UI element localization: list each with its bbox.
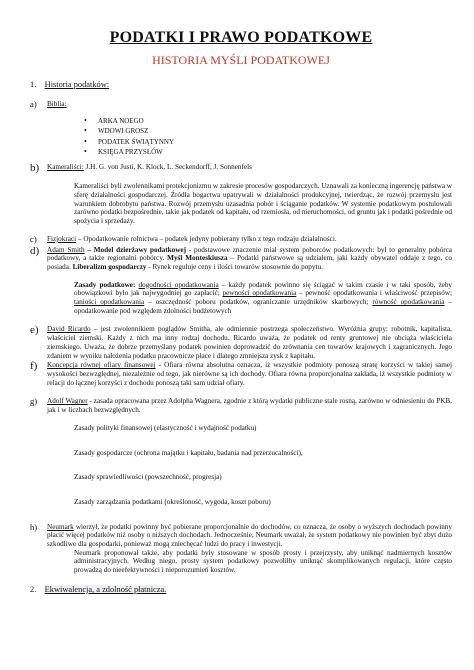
page-subtitle: HISTORIA MYŚLI PODATKOWEJ	[152, 53, 330, 67]
item-e-text: – jest zwolennikiem poglądów Smitha, ale odmiennie postrzega społeczeństwo. Wyróżnia grupy: robotnik, kapitalista, właściciel ziemski. Każdy z nich ma inny rodzaj dochodu. Ricardo uważa, że podatek od renty gruntowej nie obciąża właściciela ziemskiego. Uważa, że dobrze przemyślany podatek powinien doprowadzić do zrównania cen towarów krajowych i zagranicznych. Jego zdaniem w wyniku nałożenia podatku pracownicze płace i dlatego zmniejsza zysk z kapitału.	[47, 325, 452, 360]
item-d-text-3: - Rynek reguluje ceny i ilości towarów stosownie do popytu.	[146, 262, 323, 271]
item-h-label: h)	[30, 521, 38, 532]
item-b	[30, 163, 452, 173]
rule-certainty-text: – pewność opodatkowania i właściwość przepisów;	[296, 289, 453, 298]
item-h	[30, 523, 452, 549]
item-a-title: Biblia:	[47, 100, 67, 108]
item-c	[30, 235, 452, 244]
section-1-heading	[30, 80, 452, 90]
page-title: PODATKI I PRAWO PODATKOWE	[109, 29, 373, 46]
item-g-label: g)	[30, 396, 38, 407]
item-d-text-1: - podstawowe znaczenie miał system poborców podatkowych: był to generalny pobórca podatkowy, a także regionalni pobórcy.	[47, 245, 452, 263]
item-g-name: Adolf Wagner	[47, 397, 88, 406]
item-f-name: Koncepcja równej ofiary finansowej	[47, 361, 156, 370]
tax-rules-paragraph	[74, 281, 452, 316]
item-f	[30, 361, 452, 387]
item-d	[30, 246, 452, 272]
item-h-paragraph-2: Neumark proponował także, aby podatki były stosowane w sposób prosty i przejrzysty, aby uniknąć nadmiernych kosztów administracyjnych. Według niego, prosty system podatkowy pozwoliłby uniknąć skomplikowanych regulacji, które często prowadzą do nieefektywności i nieporozumień kosztów.	[74, 548, 452, 575]
list-item: • PODATEK ŚWIĄTYNNY	[84, 137, 452, 147]
section-1-number: 1.	[30, 80, 37, 89]
item-c-label: c)	[30, 233, 37, 244]
list-item: • ARKA NOEGO	[84, 116, 452, 126]
tax-rules-title: Zasady podatkowe:	[74, 280, 136, 289]
section-2-number: 2.	[30, 584, 37, 594]
item-b-paragraph: Kameraliści byli zwolennikami protekcjonizmu w zakresie procesów gospodarczych. Uznawali za konieczną ingerencję państwa w sferę działalności gospodarczej. Źródła bogactwa upatrywali w działalności produkcyjnej, twierdząc, że rozwój przemysłu jest warunkiem dobrobytu państwa. Rozwój przemysłu uzasadnia pobór i ściąganie podatków. W systemie podatkowym postulowali zarówno podatki bezpośrednie, takie jak podatek od kapitału, od rzemiosła, od nieruchomości, od gruntu jak i podatki pośrednie od spożycia i sprzedaży.	[74, 182, 452, 226]
section-1-label: Historia podatków:	[44, 80, 110, 89]
list-item: • KSIĘGA PRZYSŁÓW	[84, 147, 452, 157]
item-f-text: - Ofiara równa absolutna oznacza, iż wszystkie podmioty ponoszą stratę korzyści w takiej samej wysokości bezwzględnej, niezależnie od tego, jak nierówne są ich dochody. Ofiara równa proporcjonalna zakłada, iż wszystkie podmioty w relacji do łącznej korzyści z dochodu ponoszą taki sam udział ofiary.	[47, 361, 452, 387]
rule-convenience: dogodności opodatkowania	[138, 280, 219, 289]
rule-certainty: pewności opodatkowania	[222, 289, 297, 298]
list-item: • WDOWI GROSZ	[84, 126, 452, 136]
item-h-name: Neumark	[47, 522, 74, 531]
item-b-name: Kameraliści:	[47, 163, 84, 172]
item-c-text: – Opodatkowanie rolnictwa – podatek jedyny pobierany tylko z tego rodzaju działalności.	[76, 234, 337, 243]
item-b-text: J.H. G. von Justi, K. Klock, L. Seckendorff, J. Sonnenfels	[83, 163, 252, 172]
item-d-label: d)	[30, 244, 40, 257]
list-item: Zasady polityki finansowej (elastyczność i wydajność podatku)	[74, 423, 257, 432]
item-d-bold-2: Myśl Monteskiusza	[167, 254, 228, 263]
item-d-bold-3: Liberalizm gospodarczy	[72, 262, 147, 271]
item-e-label: e)	[30, 324, 39, 337]
item-f-label: f)	[30, 360, 38, 373]
list-item: Zasady zarządzania podatkami (określoność, wygoda, koszt poboru)	[74, 497, 271, 506]
wagner-rules-list	[74, 424, 452, 507]
rule-equality: równość opodatkowania	[372, 298, 445, 307]
list-item: Zasady sprawiedliwości (powszechność, progresja)	[74, 473, 222, 482]
bible-bullet-list	[30, 116, 452, 158]
item-b-label: b)	[30, 162, 40, 175]
item-h-text: wierzył, że podatki powinny być pobierane proporcjonalnie do dochodów, co oznacza, że osoby o wyższych dochodach powinny płacić więcej podatków niż osoby o niższych dochodach. Jednocześnie, Neumark uważał, że system podatkowy nie powinien być zbyt dużo szkodliwe dla gospodarki, ponieważ mogą zniechęcać ludzi do pracy i inwestycji.	[47, 522, 452, 549]
item-a-label: a)	[30, 99, 37, 109]
item-g	[30, 397, 452, 414]
item-a	[30, 100, 452, 109]
item-e-name: David Ricardo	[47, 325, 91, 334]
item-d-text-2: – Podatki państwowe są udziałem, jaki każdy obywatel oddaje z tego, co posiada.	[47, 254, 452, 271]
rule-convenience-text: – każdy podatek powinno się ściągać w takim czasie i w taki sposób, żeby obowiązkowi było jak najwygodniej go zapłacić;	[74, 280, 453, 298]
section-2-label: Ekwiwalencja, a zdolność płatnicza.	[44, 584, 167, 594]
item-g-text: - zasada opracowana przez Adolpha Wagnera, zgodnie z którą wydatki publiczne stale rosną, zarówno w odniesieniu do PKB, jak i w liczbach bezwzględnych.	[47, 397, 452, 415]
item-e	[30, 325, 452, 360]
item-d-bold-1: – Model dzierżawy podatkowej	[84, 245, 186, 254]
section-2-heading	[30, 585, 452, 595]
item-d-name: Adam Smith	[47, 245, 85, 254]
item-c-name: Fizjokraci	[47, 234, 77, 243]
rule-cheapness-text: – oszczędność poboru podatków, ograniczanie urzędników skarbowych;	[144, 298, 369, 307]
rule-equality-text: – opodatkowanie pod względem zdolności budżetowych	[74, 298, 452, 315]
rule-cheapness: taniości opodatkowania	[74, 298, 145, 307]
list-item: Zasady gospodarcze (ochrona majątku i kapitału, badania nad przerzucalności),	[74, 448, 303, 457]
